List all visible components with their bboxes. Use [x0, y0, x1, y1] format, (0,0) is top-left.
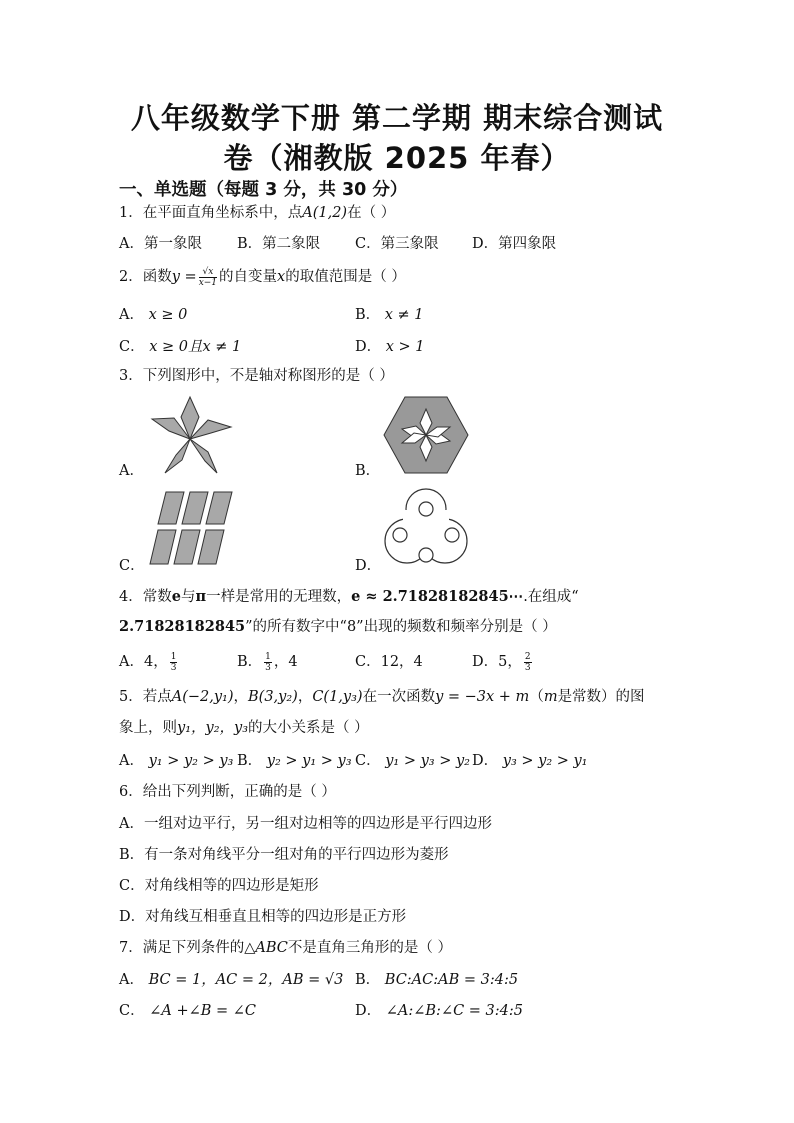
q3-figure-b-hexagon — [383, 395, 469, 475]
q1-option-b: B．第二象限 — [237, 236, 321, 252]
q4-option-a: A．4， $\frac{1}{3}$ — [119, 651, 177, 673]
q1-option-c: C．第三象限 — [355, 236, 439, 252]
q3-figure-d-circles — [383, 488, 469, 572]
q3-stem: 3．下列图形中，不是轴对称图形的是（ ） — [119, 368, 394, 384]
q6-option-b: B．有一条对角线平分一组对角的平行四边形为菱形 — [119, 847, 449, 863]
q3-figure-c-parallelograms — [148, 490, 240, 568]
q5-option-c: C． y₁ > y₃ > y₂ — [355, 753, 470, 769]
q7-option-b: B． BC:AC:AB = 3:4:5 — [355, 972, 519, 988]
q5-line-2: 象上，则y₁，y₂，y₃的大小关系是（ ） — [119, 720, 369, 736]
title-line-2: 卷（湘教版 2025 年春） — [223, 141, 571, 175]
q4-line-2: 2.71828182845”的所有数字中“8”出现的频数和频率分别是（ ） — [119, 618, 557, 635]
q3-label-a: A． — [119, 463, 144, 479]
q4-option-c: C．12，4 — [355, 654, 423, 670]
q3-label-d: D． — [355, 558, 382, 574]
section-heading: 一、单选题（每题 3 分，共 30 分） — [119, 180, 408, 200]
q4-option-b: B． $\frac{1}{3}$ ，4 — [237, 651, 298, 673]
q6-stem: 6．给出下列判断，正确的是（ ） — [119, 784, 336, 800]
title-line-1: 八年级数学下册 第二学期 期末综合测试 — [130, 101, 664, 135]
q6-option-c: C．对角线相等的四边形是矩形 — [119, 878, 319, 894]
q2-option-c: C． x ≥ 0且x ≠ 1 — [119, 339, 242, 355]
q5-option-d: D． y₃ > y₂ > y₁ — [472, 753, 588, 769]
q3-figure-a-pinwheel — [145, 395, 235, 475]
q5-line-1: 5．若点A(−2,y₁)，B(3,y₂)，C(1,y₃)在一次函数y = −3x + m（m是常数）的图 — [119, 689, 645, 705]
q6-option-d: D．对角线互相垂直且相等的四边形是正方形 — [119, 909, 407, 925]
q5-option-a: A． y₁ > y₂ > y₃ — [119, 753, 234, 769]
q3-label-c: C． — [119, 558, 145, 574]
q4-option-d: D．5， $\frac{2}{3}$ — [472, 651, 531, 673]
q4-line-1: 4．常数e与π一样是常用的无理数，e ≈ 2.71828182845⋯.在组成“ — [119, 588, 579, 605]
q7-option-c: C． ∠A +∠B = ∠C — [119, 1003, 257, 1019]
q7-option-d: D． ∠A:∠B:∠C = 3:4:5 — [355, 1003, 524, 1019]
q7-option-a: A． BC = 1，AC = 2，AB = √3 — [119, 972, 344, 988]
q2-option-d: D． x > 1 — [355, 339, 425, 355]
q2-stem: 2．函数y = $\frac{√x}{x-1}$ 的自变量x的取值范围是（ ） — [119, 266, 406, 288]
q2-option-b: B． x ≠ 1 — [355, 307, 424, 323]
q2-option-a: A． x ≥ 0 — [119, 307, 188, 323]
q5-option-b: B． y₂ > y₁ > y₃ — [237, 753, 352, 769]
q1-option-a: A．第一象限 — [119, 236, 202, 252]
q2-fraction: $\frac{√x}{x-1}$ — [198, 266, 218, 288]
q3-label-b: B． — [355, 463, 381, 479]
q1-stem: 1．在平面直角坐标系中，点A(1,2)在（ ） — [119, 205, 396, 221]
q6-option-a: A．一组对边平行，另一组对边相等的四边形是平行四边形 — [119, 816, 492, 832]
q7-stem: 7．满足下列条件的△ABC不是直角三角形的是（ ） — [119, 940, 452, 956]
q1-option-d: D．第四象限 — [472, 236, 557, 252]
